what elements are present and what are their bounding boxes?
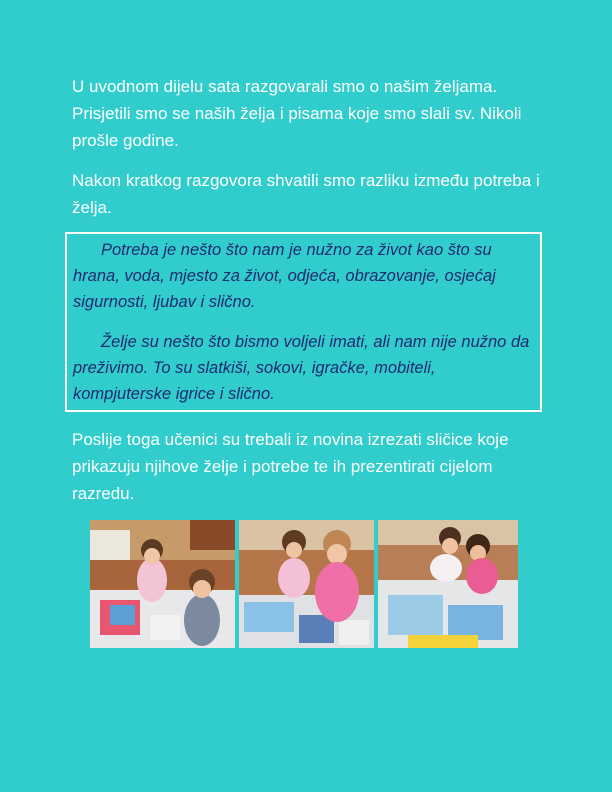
classroom-photo-1 (90, 520, 235, 648)
classroom-photo-2 (239, 520, 374, 648)
definitions-box (65, 232, 542, 412)
needs-definition: Potreba je nešto što nam je nužno za život kao što su hrana, voda, mjesto za život, odjeća, obrazovanje, osjećaj sigurnosti, ljubav i slično. (73, 241, 496, 311)
activity-paragraph: Poslije toga učenici su trebali iz novina izrezati sličice koje prikazuju njihove želje i potrebe te ih prezentirati cijelom razredu. (72, 430, 509, 503)
classroom-photo-3 (378, 520, 518, 648)
wants-definition: Želje su nešto što bismo voljeli imati, ali nam nije nužno da preživimo. To su slatkiši, sokovi, igračke, mobiteli, kompjuterske igrice i slično. (73, 333, 530, 403)
discussion-paragraph: Nakon kratkog razgovora shvatili smo razliku između potreba i želja. (72, 171, 540, 217)
intro-paragraph: U uvodnom dijelu sata razgovarali smo o našim željama. Prisjetili smo se naših želja i pisama koje smo slali sv. Nikoli prošle godine. (72, 77, 522, 150)
